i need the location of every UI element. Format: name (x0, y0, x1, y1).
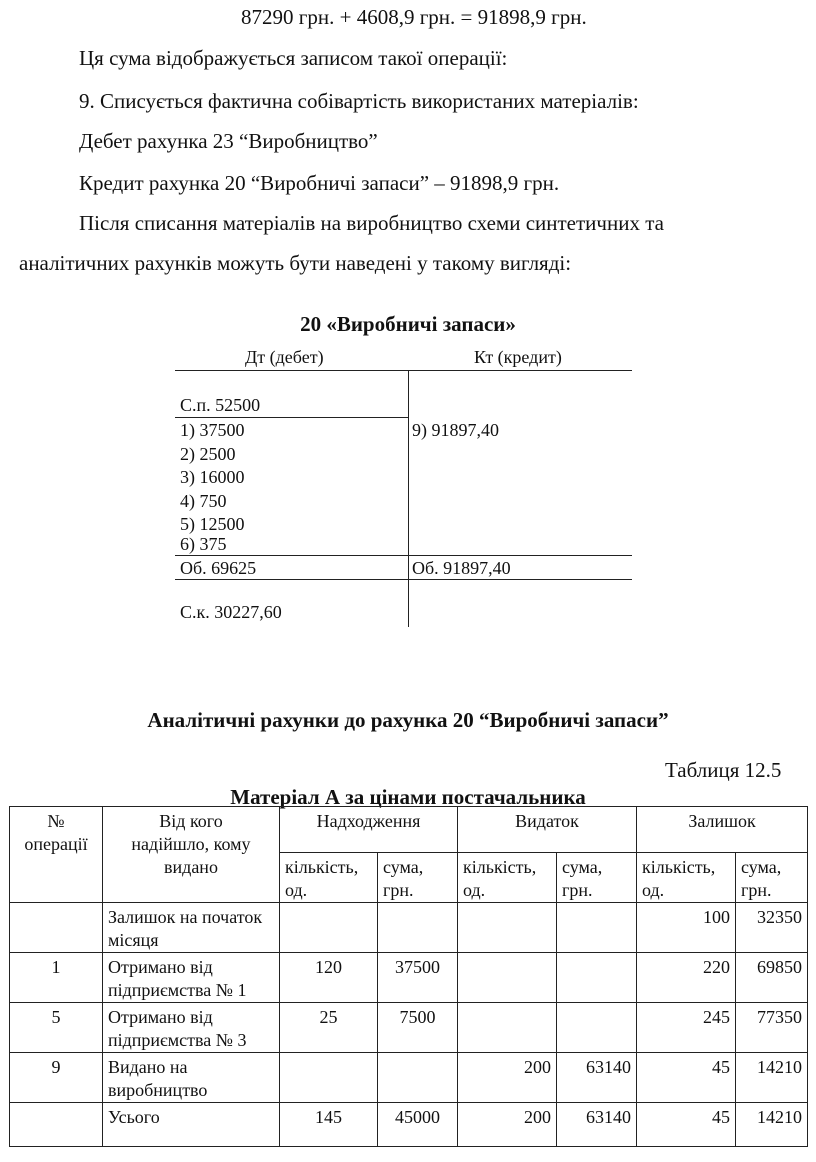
cell-desc: Отримано від підприємства № 3 (103, 1003, 280, 1053)
cell-bal-sum: 32350 (736, 903, 808, 953)
cell-bal-sum: 69850 (736, 953, 808, 1003)
table-header-row (10, 807, 808, 853)
t-account-title: 20 «Виробничі запаси» (300, 312, 516, 336)
analytics-heading: Аналітичні рахунки до рахунка 20 “Виробничі запаси” (147, 708, 669, 732)
header-receipt: Надходження (280, 807, 458, 853)
header-issue: Видаток (458, 807, 637, 853)
table-row (10, 1053, 808, 1103)
credit-turnover: Об. 91897,40 (412, 558, 511, 578)
cell-desc: Отримано від підприємства № 1 (103, 953, 280, 1003)
table-label: Таблиця 12.5 (665, 758, 782, 782)
cell-out-qty (458, 1003, 557, 1053)
cell-bal-qty: 245 (637, 1003, 736, 1053)
cell-in-sum: 45000 (378, 1103, 458, 1147)
debit-entry-line: Дебет рахунка 23 “Виробництво” (79, 129, 378, 153)
cell-bal-sum: 77350 (736, 1003, 808, 1053)
cell-in-qty (280, 1053, 378, 1103)
header-balance: Залишок (637, 807, 808, 853)
cell-op: 5 (10, 1003, 103, 1053)
equation-line: 87290 грн. + 4608,9 грн. = 91898,9 грн. (241, 5, 587, 29)
credit-entry-line: Кредит рахунка 20 “Виробничі запаси” – 91898,9 грн. (79, 171, 560, 195)
cell-in-qty (280, 903, 378, 953)
subheader-qty: кількість, од. (280, 853, 378, 903)
subheader-sum: сума, грн. (378, 853, 458, 903)
cell-out-sum: 63140 (557, 1053, 637, 1103)
cell-bal-qty: 100 (637, 903, 736, 953)
cell-bal-qty: 45 (637, 1103, 736, 1147)
t-account-center-rule (408, 370, 409, 627)
cell-in-sum (378, 1053, 458, 1103)
table-row (10, 1003, 808, 1053)
cell-op: 9 (10, 1053, 103, 1103)
cell-in-sum (378, 903, 458, 953)
subheader-sum: сума, грн. (736, 853, 808, 903)
table-row (10, 903, 808, 953)
materials-table (9, 806, 808, 1147)
cell-desc: Усього (103, 1103, 280, 1147)
debit-entry: 4) 750 (180, 490, 227, 511)
turnover-top-rule (175, 555, 632, 556)
cell-bal-sum: 14210 (736, 1103, 808, 1147)
table-total-row (10, 1103, 808, 1147)
debit-header: Дт (дебет) (245, 347, 324, 367)
subheader-qty: кількість, од. (637, 853, 736, 903)
debit-entry: 5) 12500 (180, 514, 245, 535)
subheader-sum: сума, грн. (557, 853, 637, 903)
table-title: Матеріал А за цінами постачальника (230, 785, 586, 809)
cell-op: 1 (10, 953, 103, 1003)
cell-bal-qty: 220 (637, 953, 736, 1003)
subheader-qty: кількість, од. (458, 853, 557, 903)
cell-in-sum: 37500 (378, 953, 458, 1003)
cell-desc: Видано на виробництво (103, 1053, 280, 1103)
cell-op (10, 903, 103, 953)
debit-entry: 3) 16000 (180, 467, 245, 488)
cell-op (10, 1103, 103, 1147)
cell-bal-qty: 45 (637, 1053, 736, 1103)
cell-in-qty: 120 (280, 953, 378, 1003)
paragraph-continuation: аналітичних рахунків можуть бути наведені у такому вигляді: (19, 251, 572, 275)
cell-in-sum: 7500 (378, 1003, 458, 1053)
debit-entry: 1) 37500 (180, 420, 245, 440)
cell-bal-sum: 14210 (736, 1053, 808, 1103)
closing-balance: С.к. 30227,60 (180, 602, 282, 622)
debit-entry: 2) 2500 (180, 443, 236, 464)
cell-out-sum (557, 953, 637, 1003)
debit-entry: 6) 375 (180, 534, 227, 554)
cell-out-qty (458, 953, 557, 1003)
paragraph-sum-note: Ця сума відображується записом такої операції: (79, 46, 508, 70)
cell-in-qty: 25 (280, 1003, 378, 1053)
debit-turnover: Об. 69625 (180, 558, 257, 578)
cell-desc: Залишок на початок місяця (103, 903, 280, 953)
opening-balance: С.п. 52500 (180, 395, 261, 415)
credit-header: Кт (кредит) (474, 347, 562, 367)
header-from: Від кого надійшло, кому видано (103, 807, 280, 903)
cell-out-qty: 200 (458, 1053, 557, 1103)
cell-out-sum (557, 903, 637, 953)
credit-entry: 9) 91897,40 (412, 420, 499, 440)
cell-out-sum (557, 1003, 637, 1053)
cell-out-qty (458, 903, 557, 953)
table-row (10, 953, 808, 1003)
operation-9-title: 9. Списується фактична собівартість використаних матеріалів: (79, 89, 639, 113)
cell-out-sum: 63140 (557, 1103, 637, 1147)
header-op: № операції (10, 807, 103, 903)
cell-in-qty: 145 (280, 1103, 378, 1147)
cell-out-qty: 200 (458, 1103, 557, 1147)
paragraph-after-writeoff: Після списання матеріалів на виробництво схеми синтетичних та (79, 211, 664, 235)
t-account-top-rule (175, 370, 632, 371)
t-account (175, 345, 632, 627)
